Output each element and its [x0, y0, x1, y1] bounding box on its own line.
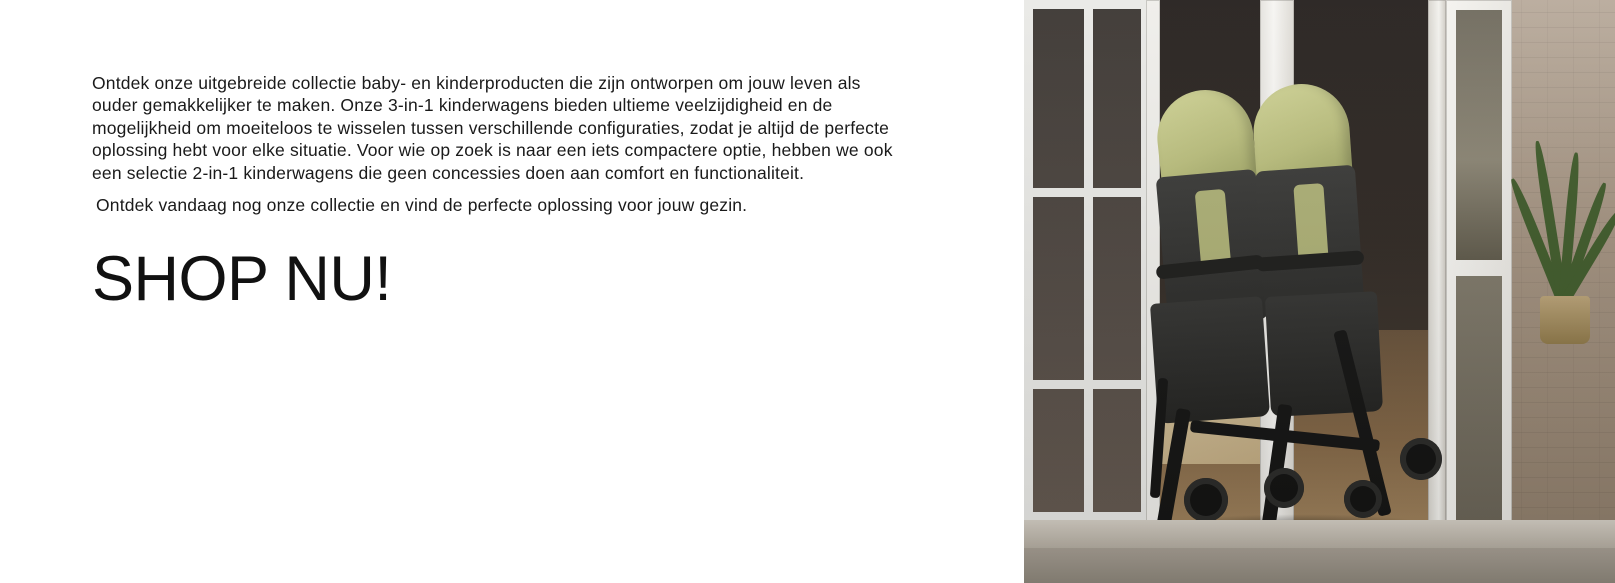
door-threshold — [1024, 520, 1615, 548]
mullion-vertical — [1024, 0, 1033, 583]
promo-product-photo — [1024, 0, 1615, 583]
stroller-wheel — [1400, 438, 1442, 480]
left-glass-panel — [1024, 0, 1150, 583]
stroller-seat-accent-right — [1293, 183, 1328, 263]
stroller-wheel — [1344, 480, 1382, 518]
promo-paragraph-secondary: Ontdek vandaag nog onze collectie en vind de perfecte oplossing voor jouw gezin. — [96, 195, 748, 216]
double-stroller — [1150, 78, 1450, 538]
stroller-seat-base-left — [1150, 296, 1270, 424]
photo-scene — [1024, 0, 1615, 583]
promo-copy-block — [92, 72, 904, 313]
right-glass-lower — [1456, 276, 1502, 526]
outdoor-step — [1024, 548, 1615, 583]
houseplant — [1524, 120, 1602, 350]
right-glass-upper — [1456, 10, 1502, 260]
mullion-vertical — [1084, 0, 1093, 583]
stroller-seat-base-right — [1265, 291, 1383, 417]
stroller-wheel — [1184, 478, 1228, 522]
shop-now-cta[interactable]: SHOP NU! — [92, 244, 392, 315]
plant-pot — [1540, 296, 1590, 344]
promo-paragraph-primary: Ontdek onze uitgebreide collectie baby- en kinderproducten die zijn ontworpen om jouw leven als ouder gemakkelijker te maken. Onze 3-in-1 kinderwagens bieden ultieme veelzijdigheid en de mogelijkheid om moeiteloos te wisselen tussen verschillende configuraties, zodat je altijd de perfecte oplossing hebt voor elke situatie. Voor wie op zoek is naar een iets compactere optie, hebben we ook een selectie 2-in-1 kinderwagens die geen concessies doen aan comfort en functionaliteit. — [92, 73, 893, 183]
stroller-wheel — [1264, 468, 1304, 508]
